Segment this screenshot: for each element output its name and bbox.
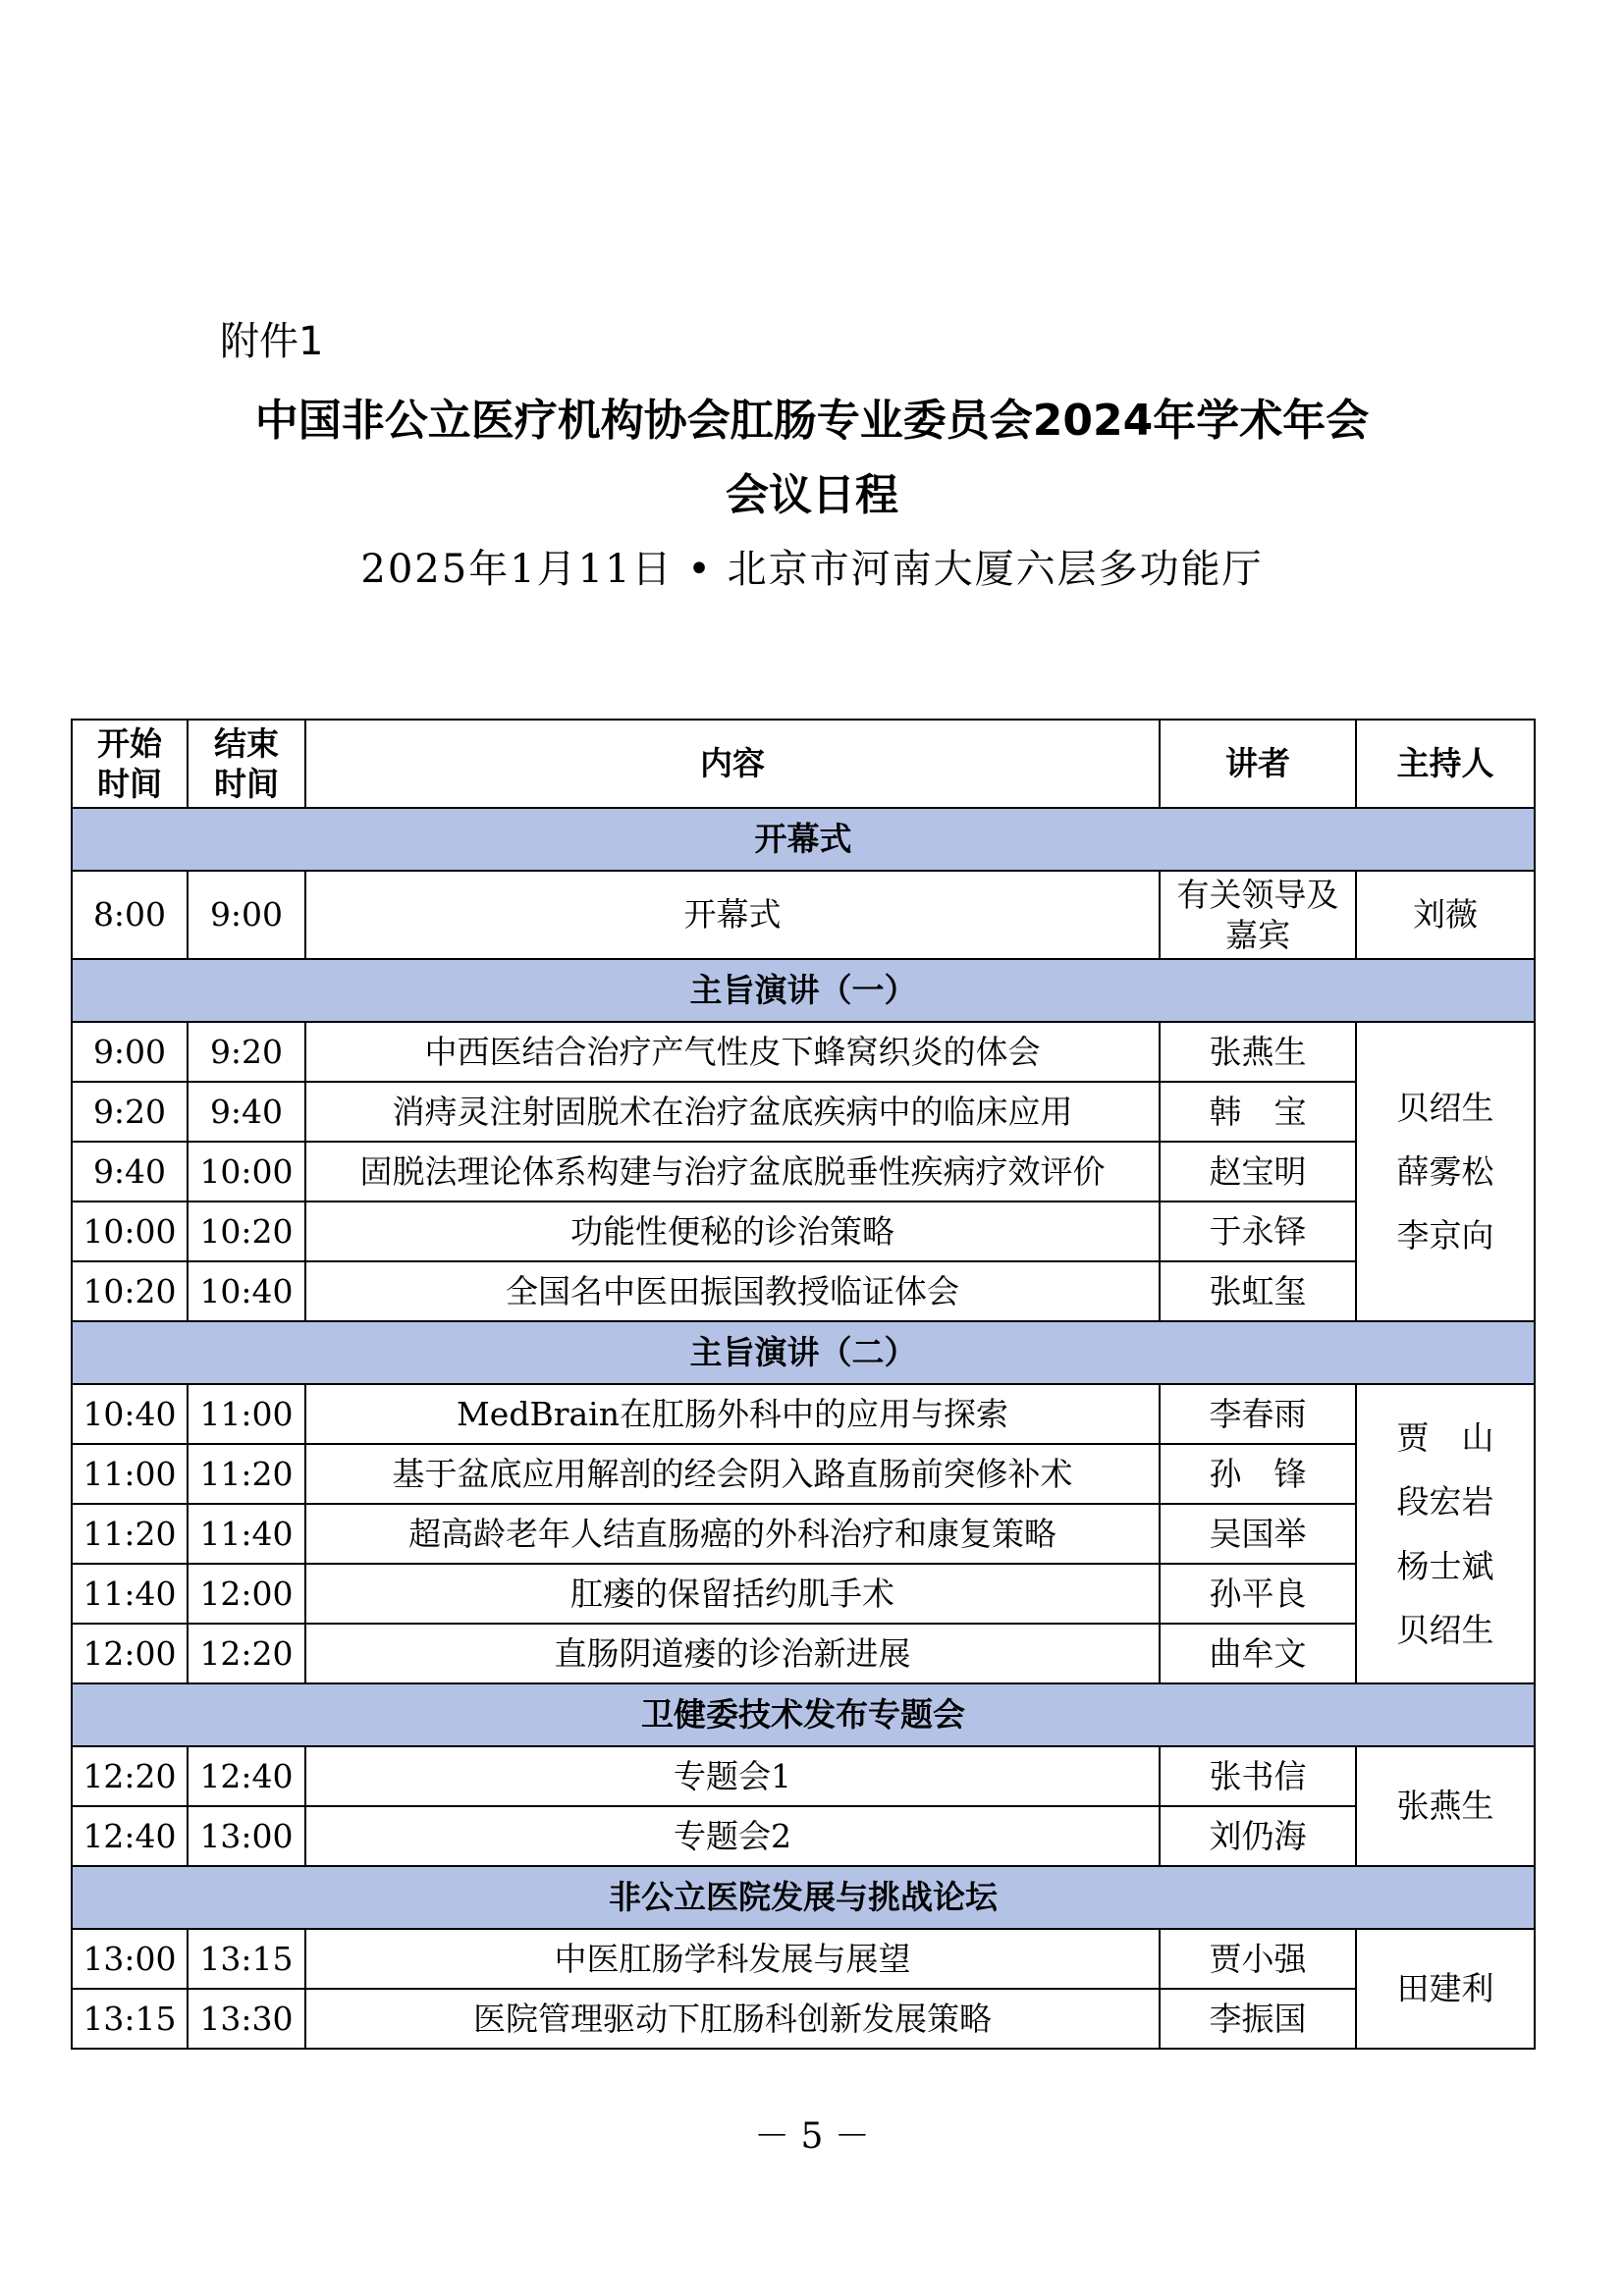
start-time-cell: 10:00 bbox=[72, 1201, 188, 1261]
start-time-cell: 11:20 bbox=[72, 1504, 188, 1564]
start-time-cell: 9:40 bbox=[72, 1142, 188, 1201]
end-time-cell: 12:00 bbox=[188, 1564, 305, 1624]
host-cell bbox=[1356, 1746, 1535, 1866]
table-row bbox=[72, 1384, 1535, 1444]
end-time-cell: 9:00 bbox=[188, 871, 305, 959]
speaker-cell: 孙平良 bbox=[1160, 1564, 1356, 1624]
table-row bbox=[72, 871, 1535, 959]
section-title: 非公立医院发展与挑战论坛 bbox=[72, 1866, 1535, 1929]
section-header-row bbox=[72, 1683, 1535, 1746]
end-time-cell: 10:20 bbox=[188, 1201, 305, 1261]
schedule-body bbox=[72, 808, 1535, 2049]
header-content: 内容 bbox=[305, 720, 1160, 808]
content-cell: 功能性便秘的诊治策略 bbox=[305, 1201, 1160, 1261]
host-cell bbox=[1356, 871, 1535, 959]
table-row bbox=[72, 1504, 1535, 1564]
end-time-cell: 11:40 bbox=[188, 1504, 305, 1564]
end-time-cell: 10:40 bbox=[188, 1261, 305, 1321]
table-row bbox=[72, 1261, 1535, 1321]
table-row bbox=[72, 1082, 1535, 1142]
speaker-cell: 张书信 bbox=[1160, 1746, 1356, 1806]
table-row bbox=[72, 1989, 1535, 2049]
date-location: 2025年1月11日 • 北京市河南大厦六层多功能厅 bbox=[360, 547, 1264, 592]
table-row bbox=[72, 1142, 1535, 1201]
speaker-cell: 赵宝明 bbox=[1160, 1142, 1356, 1201]
section-title: 主旨演讲（一） bbox=[72, 959, 1535, 1022]
section-title: 卫健委技术发布专题会 bbox=[72, 1683, 1535, 1746]
document-title: 中国非公立医疗机构协会肛肠专业委员会2024年学术年会 bbox=[254, 396, 1370, 446]
host-name: 田建利 bbox=[1396, 1969, 1494, 2008]
end-time-cell: 13:15 bbox=[188, 1929, 305, 1989]
section-header-row bbox=[72, 808, 1535, 871]
content-cell: 肛瘘的保留括约肌手术 bbox=[305, 1564, 1160, 1624]
speaker-cell: 李振国 bbox=[1160, 1989, 1356, 2049]
table-row bbox=[72, 1624, 1535, 1683]
end-time-cell: 12:20 bbox=[188, 1624, 305, 1683]
speaker-cell: 张燕生 bbox=[1160, 1022, 1356, 1082]
host-name: 贝绍生 bbox=[1396, 1610, 1494, 1649]
host-name: 李京向 bbox=[1396, 1216, 1494, 1255]
start-time-cell: 13:15 bbox=[72, 1989, 188, 2049]
speaker-cell: 于永铎 bbox=[1160, 1201, 1356, 1261]
start-time-cell: 10:20 bbox=[72, 1261, 188, 1321]
start-time-cell: 9:20 bbox=[72, 1082, 188, 1142]
host-name: 薛雾松 bbox=[1396, 1151, 1494, 1191]
content-cell: 基于盆底应用解剖的经会阴入路直肠前突修补术 bbox=[305, 1444, 1160, 1504]
attachment-label: 附件1 bbox=[220, 319, 324, 364]
speaker-cell: 吴国举 bbox=[1160, 1504, 1356, 1564]
content-cell: 全国名中医田振国教授临证体会 bbox=[305, 1261, 1160, 1321]
header-speaker: 讲者 bbox=[1160, 720, 1356, 808]
end-time-cell: 9:40 bbox=[188, 1082, 305, 1142]
end-time-cell: 12:40 bbox=[188, 1746, 305, 1806]
content-cell: 超高龄老年人结直肠癌的外科治疗和康复策略 bbox=[305, 1504, 1160, 1564]
content-cell: 直肠阴道瘘的诊治新进展 bbox=[305, 1624, 1160, 1683]
start-time-cell: 13:00 bbox=[72, 1929, 188, 1989]
start-time-cell: 11:40 bbox=[72, 1564, 188, 1624]
section-header-row bbox=[72, 1321, 1535, 1384]
speaker-cell: 李春雨 bbox=[1160, 1384, 1356, 1444]
host-name: 贝绍生 bbox=[1396, 1088, 1494, 1127]
content-cell: 消痔灵注射固脱术在治疗盆底疾病中的临床应用 bbox=[305, 1082, 1160, 1142]
host-cell bbox=[1356, 1929, 1535, 2049]
speaker-cell: 孙 锋 bbox=[1160, 1444, 1356, 1504]
content-cell: 开幕式 bbox=[305, 871, 1160, 959]
content-cell: MedBrain在肛肠外科中的应用与探索 bbox=[305, 1384, 1160, 1444]
content-cell: 固脱法理论体系构建与治疗盆底脱垂性疾病疗效评价 bbox=[305, 1142, 1160, 1201]
start-time-cell: 9:00 bbox=[72, 1022, 188, 1082]
host-cell bbox=[1356, 1022, 1535, 1321]
section-header-row bbox=[72, 959, 1535, 1022]
content-cell: 专题会1 bbox=[305, 1746, 1160, 1806]
host-name: 张燕生 bbox=[1396, 1787, 1494, 1826]
start-time-cell: 12:40 bbox=[72, 1806, 188, 1866]
section-header-row bbox=[72, 1866, 1535, 1929]
host-name: 杨士斌 bbox=[1396, 1546, 1494, 1585]
header-end-time: 结束 时间 bbox=[188, 720, 305, 808]
start-time-cell: 8:00 bbox=[72, 871, 188, 959]
table-header-row bbox=[72, 720, 1535, 808]
table-row bbox=[72, 1201, 1535, 1261]
speaker-cell: 韩 宝 bbox=[1160, 1082, 1356, 1142]
speaker-cell: 张虹玺 bbox=[1160, 1261, 1356, 1321]
header-start-time: 开始 时间 bbox=[72, 720, 188, 808]
start-time-cell: 12:00 bbox=[72, 1624, 188, 1683]
table-row bbox=[72, 1746, 1535, 1806]
end-time-cell: 13:30 bbox=[188, 1989, 305, 2049]
table-row bbox=[72, 1929, 1535, 1989]
table-row bbox=[72, 1444, 1535, 1504]
content-cell: 医院管理驱动下肛肠科创新发展策略 bbox=[305, 1989, 1160, 2049]
section-title: 主旨演讲（二） bbox=[72, 1321, 1535, 1384]
host-name: 贾 山 bbox=[1396, 1418, 1494, 1457]
start-time-cell: 10:40 bbox=[72, 1384, 188, 1444]
end-time-cell: 11:20 bbox=[188, 1444, 305, 1504]
end-time-cell: 10:00 bbox=[188, 1142, 305, 1201]
content-cell: 中医肛肠学科发展与展望 bbox=[305, 1929, 1160, 1989]
start-time-cell: 12:20 bbox=[72, 1746, 188, 1806]
table-row bbox=[72, 1806, 1535, 1866]
table-row bbox=[72, 1564, 1535, 1624]
document-subtitle-heading: 会议日程 bbox=[726, 470, 898, 520]
host-cell bbox=[1356, 1384, 1535, 1683]
page-number: － 5 － bbox=[754, 2116, 870, 2157]
table-row bbox=[72, 1022, 1535, 1082]
end-time-cell: 13:00 bbox=[188, 1806, 305, 1866]
speaker-cell: 贾小强 bbox=[1160, 1929, 1356, 1989]
speaker-cell: 有关领导及 嘉宾 bbox=[1160, 871, 1356, 959]
header-host: 主持人 bbox=[1356, 720, 1535, 808]
host-name: 刘薇 bbox=[1413, 895, 1478, 934]
end-time-cell: 9:20 bbox=[188, 1022, 305, 1082]
start-time-cell: 11:00 bbox=[72, 1444, 188, 1504]
content-cell: 中西医结合治疗产气性皮下蜂窝织炎的体会 bbox=[305, 1022, 1160, 1082]
schedule-table bbox=[71, 719, 1536, 2050]
section-title: 开幕式 bbox=[72, 808, 1535, 871]
end-time-cell: 11:00 bbox=[188, 1384, 305, 1444]
host-name: 段宏岩 bbox=[1396, 1482, 1494, 1522]
speaker-cell: 刘仍海 bbox=[1160, 1806, 1356, 1866]
content-cell: 专题会2 bbox=[305, 1806, 1160, 1866]
speaker-cell: 曲牟文 bbox=[1160, 1624, 1356, 1683]
